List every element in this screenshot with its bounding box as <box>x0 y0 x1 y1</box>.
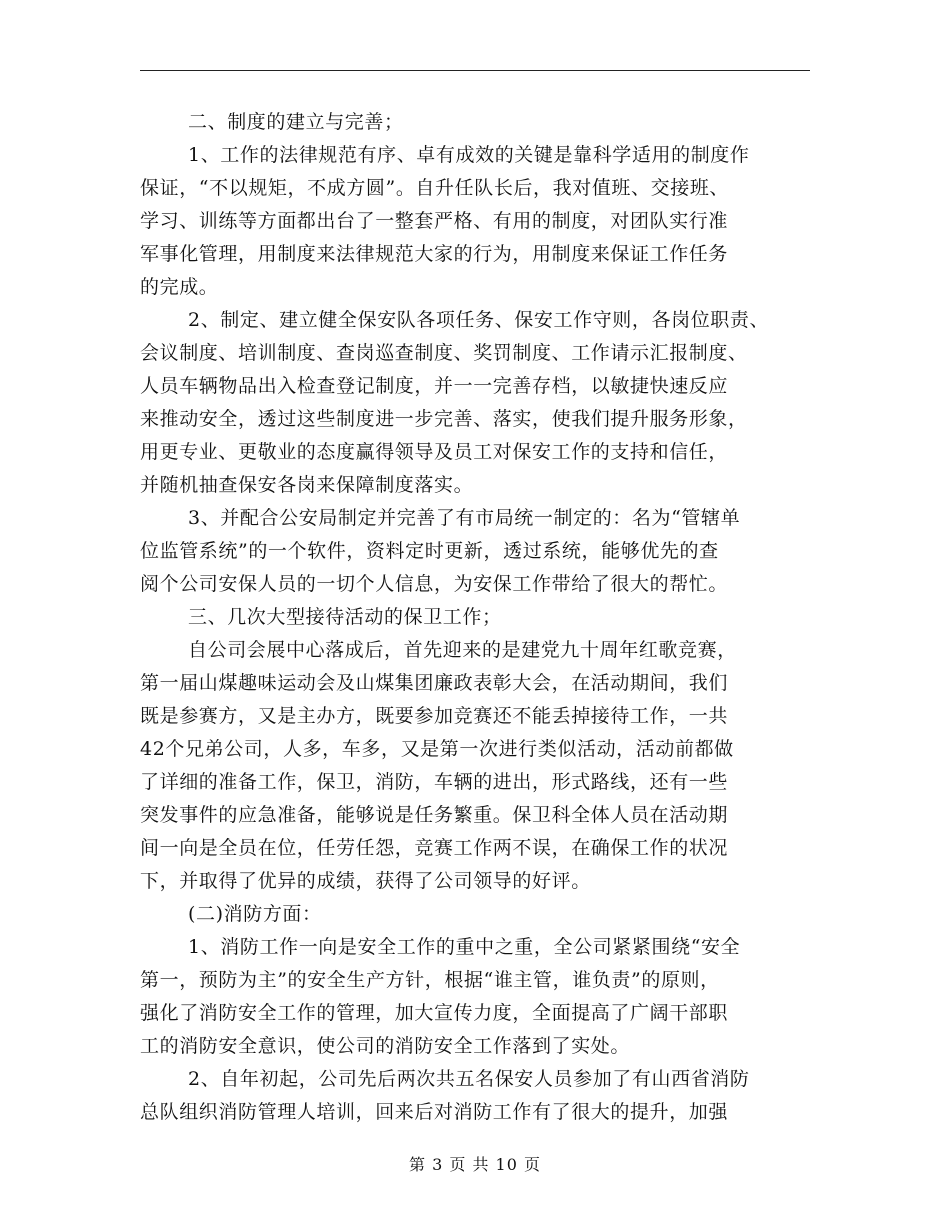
text-line: 突发事件的应急准备，能够说是任务繁重。保卫科全体人员在活动期 <box>140 804 729 826</box>
text-line: 军事化管理，用制度来法律规范大家的行为，用制度来保证工作任务 <box>140 243 729 265</box>
text-line: 既是参赛方，又是主办方，既要参加竞赛还不能丢掉接待工作，一共 <box>140 705 729 727</box>
text-line: 第一，预防为主”的安全生产方针，根据“谁主管，谁负责”的原则， <box>140 969 720 991</box>
text-line: 工的消防安全意识，使公司的消防安全工作落到了实处。 <box>140 1035 631 1057</box>
text-line: 1、工作的法律规范有序、卓有成效的关键是靠科学适用的制度作 <box>188 144 750 166</box>
text-line: 总队组织消防管理人培训，回来后对消防工作有了很大的提升，加强 <box>140 1101 729 1123</box>
text-line: 自公司会展中心落成后，首先迎来的是建党九十周年红歌竞赛， <box>188 639 737 661</box>
text-line: 来推动安全，透过这些制度进一步完善、落实，使我们提升服务形象， <box>140 408 748 430</box>
text-line: 2、自年初起，公司先后两次共五名保安人员参加了有山西省消防 <box>188 1068 750 1090</box>
text-line: 保证，“不以规矩，不成方圆”。自升任队长后，我对值班、交接班、 <box>140 177 730 199</box>
text-line: 学习、训练等方面都出台了一整套严格、有用的制度，对团队实行准 <box>140 210 729 232</box>
text-line: 下，并取得了优异的成绩，获得了公司领导的好评。 <box>140 870 591 892</box>
text-line: 的完成。 <box>140 276 219 298</box>
text-line: 阅个公司安保人员的一切个人信息，为安保工作带给了很大的帮忙。 <box>140 573 729 595</box>
text-line: 3、并配合公安局制定并完善了有市局统一制定的：名为“管辖单 <box>188 507 741 529</box>
text-line: 了详细的准备工作，保卫，消防，车辆的进出，形式路线，还有一些 <box>140 771 729 793</box>
text-line: (二)消防方面： <box>188 903 322 925</box>
text-line: 二、制度的建立与完善； <box>188 111 404 133</box>
document-body <box>140 106 830 1129</box>
text-line: 三、几次大型接待活动的保卫工作； <box>188 606 502 628</box>
text-line: 第一届山煤趣味运动会及山煤集团廉政表彰大会，在活动期间，我们 <box>140 672 729 694</box>
page-number-footer: 第 3 页 共 10 页 <box>409 1155 541 1174</box>
text-line: 位监管系统”的一个软件，资料定时更新，透过系统，能够优先的查 <box>140 540 719 562</box>
text-line: 2、制定、建立健全保安队各项任务、保安工作守则，各岗位职责、 <box>188 309 770 331</box>
text-line: 并随机抽查保安各岗来保障制度落实。 <box>140 474 474 496</box>
text-line: 间一向是全员在位，任劳任怨，竞赛工作两不误，在确保工作的状况 <box>140 837 729 859</box>
text-line: 强化了消防安全工作的管理，加大宣传力度，全面提高了广阔干部职 <box>140 1002 729 1024</box>
text-line: 人员车辆物品出入检查登记制度，并一一完善存档，以敏捷快速反应 <box>140 375 729 397</box>
header-rule <box>140 70 810 71</box>
text-line: 1、消防工作一向是安全工作的重中之重，全公司紧紧围绕“安全 <box>188 936 741 958</box>
text-line: 42个兄弟公司，人多，车多，又是第一次进行类似活动，活动前都做 <box>140 738 734 760</box>
text-line: 用更专业、更敬业的态度赢得领导及员工对保安工作的支持和信任， <box>140 441 729 463</box>
text-line: 会议制度、培训制度、查岗巡查制度、奖罚制度、工作请示汇报制度、 <box>140 342 748 364</box>
